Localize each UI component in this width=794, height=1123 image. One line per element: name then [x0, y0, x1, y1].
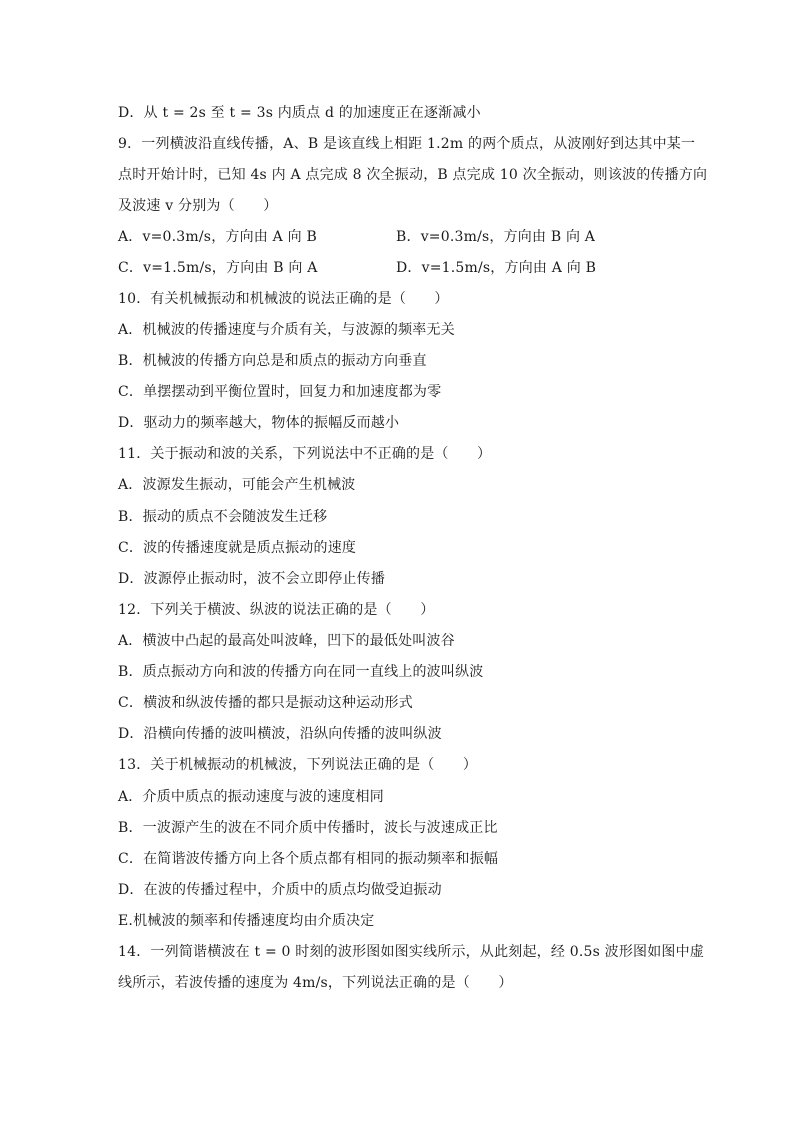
q9-stem-line-1: 9．一列横波沿直线传播，A、B 是该直线上相距 1.2m 的两个质点，从波刚好到达其中某一: [118, 136, 696, 152]
q12-option-d: D．沿横向传播的波叫横波，沿纵向传播的波叫纵波: [118, 726, 442, 742]
q13-option-c: C．在简谐波传播方向上各个质点都有相同的振动频率和振幅: [118, 851, 499, 867]
q13-option-b: B．一波源产生的波在不同介质中传播时，波长与波速成正比: [118, 820, 498, 836]
q12-option-c: C．横波和纵波传播的都只是振动这种运动形式: [118, 695, 413, 711]
q13-option-a: A．介质中质点的振动速度与波的速度相同: [118, 789, 384, 805]
q13-option-e: E.机械波的频率和传播速度均由介质决定: [118, 913, 375, 929]
q10-stem: 10．有关机械振动和机械波的说法正确的是（ ）: [118, 291, 449, 307]
q12-stem: 12．下列关于横波、纵波的说法正确的是（ ）: [118, 602, 435, 618]
q9-option-d: D．v=1.5m/s，方向由 A 向 B: [396, 260, 597, 276]
q11-option-c: C．波的传播速度就是质点振动的速度: [118, 540, 357, 556]
q11-option-b: B．振动的质点不会随波发生迁移: [118, 509, 328, 525]
q9-option-a: A．v=0.3m/s，方向由 A 向 B: [118, 229, 317, 245]
q10-option-b: B．机械波的传播方向总是和质点的振动方向垂直: [118, 353, 427, 369]
q13-option-d: D．在波的传播过程中，介质中的质点均做受迫振动: [118, 882, 442, 898]
q10-option-c: C．单摆摆动到平衡位置时，回复力和加速度都为零: [118, 384, 442, 400]
q12-option-b: B．质点振动方向和波的传播方向在同一直线上的波叫纵波: [118, 664, 484, 680]
q9-option-b: B．v=0.3m/s，方向由 B 向 A: [396, 229, 596, 245]
q9-stem-line-3: 及波速 v 分别为（ ）: [118, 198, 278, 214]
q10-option-d: D．驱动力的频率越大，物体的振幅反而越小: [118, 415, 400, 431]
q9-stem-line-2: 点时开始计时，已知 4s 内 A 点完成 8 次全振动，B 点完成 10 次全振动，则该波的传播方向: [118, 167, 708, 183]
q10-option-a: A．机械波的传播速度与介质有关，与波源的频率无关: [118, 322, 455, 338]
q13-stem: 13．关于机械振动的机械波，下列说法正确的是（ ）: [118, 757, 478, 773]
q14-stem-line-2: 线所示，若波传播的速度为 4m/s，下列说法正确的是（ ）: [118, 975, 513, 991]
q12-option-a: A．横波中凸起的最高处叫波峰，凹下的最低处叫波谷: [118, 633, 455, 649]
q8-option-d: D．从 t = 2s 至 t = 3s 内质点 d 的加速度正在逐渐减小: [118, 105, 481, 121]
q11-option-d: D．波源停止振动时，波不会立即停止传播: [118, 571, 386, 587]
q11-stem: 11．关于振动和波的关系，下列说法中不正确的是（ ）: [118, 446, 492, 462]
q9-option-c: C．v=1.5m/s，方向由 B 向 A: [118, 260, 318, 276]
q14-stem-line-1: 14．一列简谐横波在 t = 0 时刻的波形图如图实线所示，从此刻起，经 0.5s 波形图如图中虚: [118, 944, 705, 960]
q11-option-a: A．波源发生振动，可能会产生机械波: [118, 477, 356, 493]
